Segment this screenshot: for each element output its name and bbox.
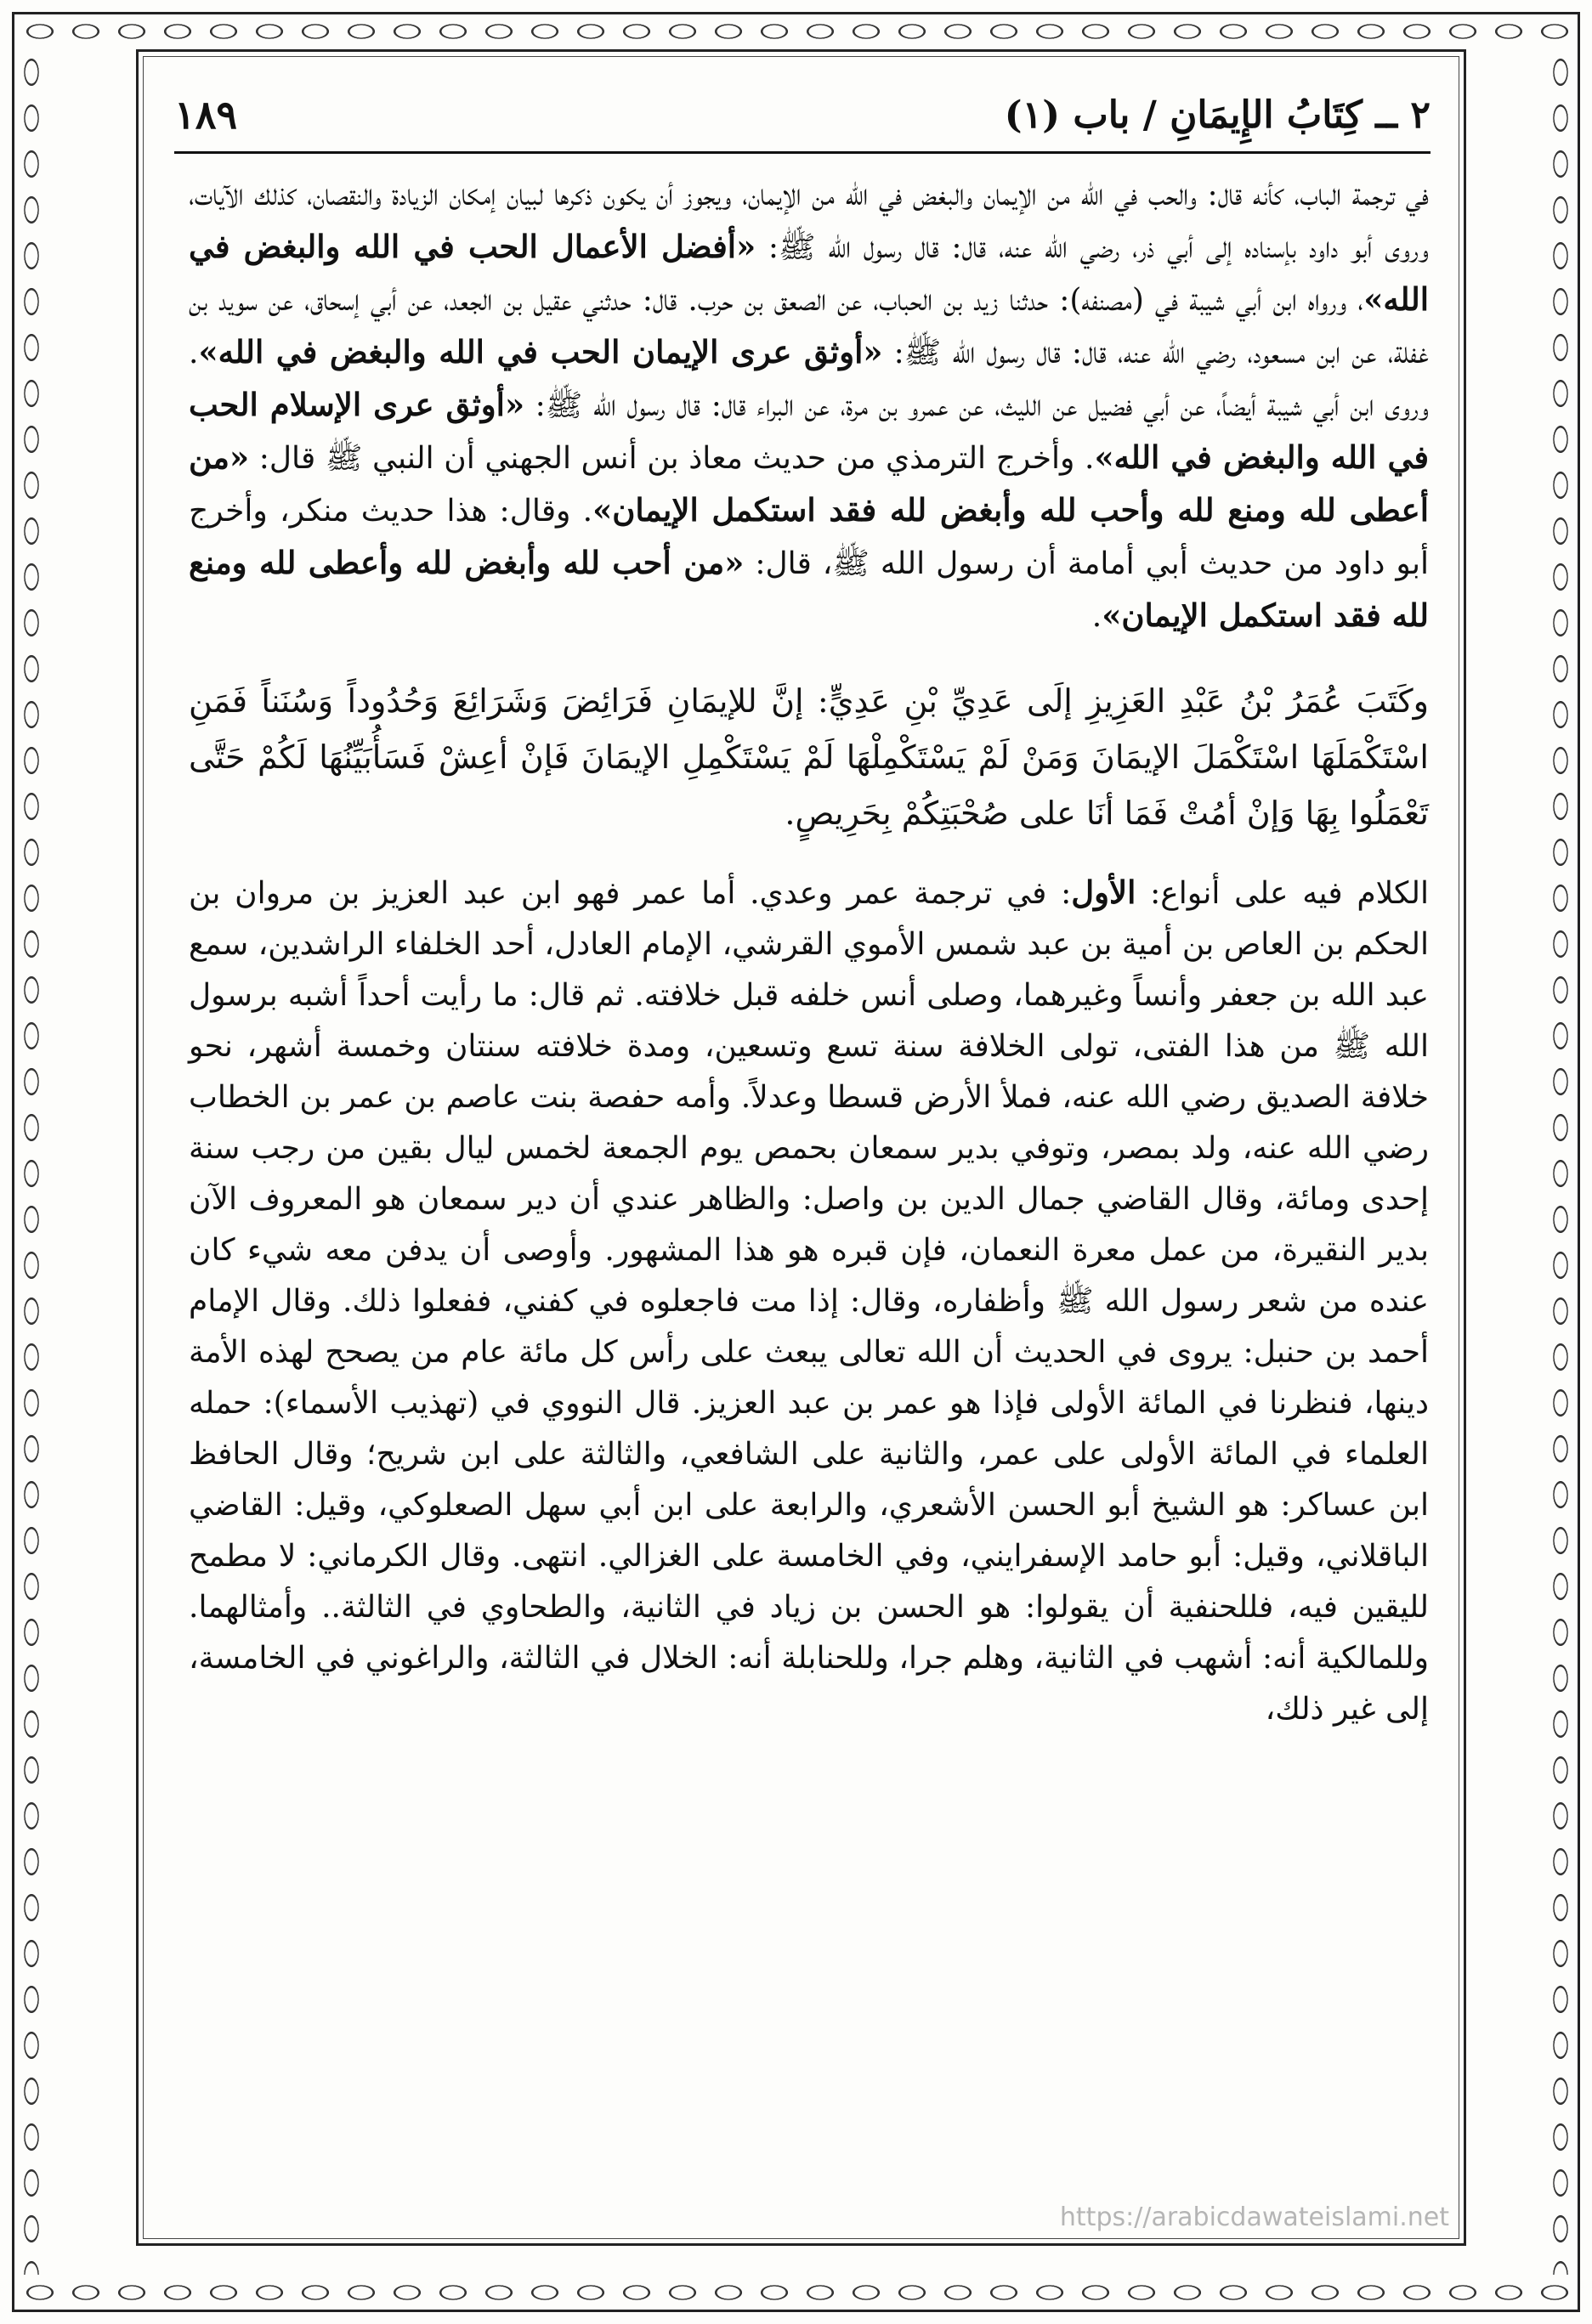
running-head: ٢ ــ كِتَابُ الإِيمَانِ / باب (١) <box>1004 93 1431 137</box>
paragraph-commentary-1 <box>189 170 1429 642</box>
top-ornament-border <box>17 17 1575 46</box>
text-run: : في ترجمة عمر وعدي. أما عمر فهو ابن عبد العزيز بن مروان بن الحكم بن العاص بن أمية بن عبد شمس الأموي القرشي، الإمام العادل، أحد الخلفاء الراشدين، سمع عبد الله بن جعفر وأنساً وغيرهما، وصلى أنس خلفه قبل خلافته. ثم قال: ما رأيت أحداً أشبه برسول الله ﷺ من هذا الفتى، تولى الخلافة سنة تسع وتسعين، ومدة خلافته سنتان وخمسة أشهر، نحو خلافة الصديق رضي الله عنه، فملأ الأرض قسطا وعدلاً. وأمه حفصة بنت عاصم بن عمر بن الخطاب رضي الله عنه، ولد بمصر، وتوفي بدير سمعان بحمص يوم الجمعة لخمس ليال بقين من رجب سنة إحدى ومائة، وقال القاضي جمال الدين بن واصل: والظاهر عندي أن دير سمعان هو المعروف الآن بدير النقيرة، من عمل معرة النعمان، فإن قبره هو هذا المشهور. وأوصى أن يدفن معه شيء كان عنده من شعر رسول الله ﷺ وأظفاره، وقال: إذا مت فاجعلوه في كفني، ففعلوا ذلك. وقال الإمام أحمد بن حنبل: يروى في الحديث أن الله تعالى يبعث على رأس كل مائة عام من يصحح لهذه الأمة دينها، فنظرنا في المائة الأولى فإذا هو عمر بن عبد العزيز. قال النووي في (تهذيب الأسماء): حمله العلماء في المائة الأولى على عمر، والثانية على الشافعي، والثالثة على ابن شريح؛ وقال الحافظ ابن عساكر: هو الشيخ أبو الحسن الأشعري، والرابعة على ابن أبي سهل الصعلوكي، وقيل: القاضي الباقلاني، وقيل: أبو حامد الإسفرايني، وفي الخامسة على الغزالي. انتهى. وقال الكرماني: لا مطمح لليقين فيه، فللحنفية أن يقولوا: هو الحسن بن زياد في الثانية، والطحاوي في الثالثة.. وأمثالهما. وللمالكية أنه: أشهب في الثانية، وهلم جرا، وللحنابلة أنه: الخلال في الثالثة، والراغوني في الخامسة، إلى غير ذلك، <box>189 876 1429 1727</box>
left-ornament-border <box>17 49 46 2275</box>
hadith-quote: الأول <box>1071 874 1136 911</box>
hadith-quote: «من أعطى لله ومنع لله وأحب لله وأبغض لله فقد استكمل الإيمان» <box>189 438 1430 529</box>
hadith-quote: «أوثق عرى الإيمان الحب في الله والبغض في الله» <box>198 333 883 370</box>
paragraph-commentary-2 <box>189 867 1429 1735</box>
page-body <box>189 170 1429 1735</box>
bottom-ornament-border <box>17 2278 1575 2307</box>
hadith-quote: «من أحب لله وأبغض لله وأعطى لله ومنع لله فقد استكمل الإيمان» <box>189 544 1429 634</box>
hadith-quote: «أوثق عرى الإسلام الحب في الله والبغض في الله» <box>189 386 1430 476</box>
text-run: . وروى ابن أبي شيبة أيضاً، عن أبي فضيل عن الليث، عن عمرو بن مرة، عن البراء قال: قال رسول الله ﷺ: <box>189 336 1429 423</box>
text-run: في ترجمة الباب، كأنه قال: والحب في الله من الإيمان والبغض في الله من الإيمان، ويجوز أن يكون ذكرها لبيان إمكان الزيادة والنقصان، كذلك الآيات، وروى أبو داود بإسناده إلى أبي ذر، رضي الله عنه، قال: قال رسول الله ﷺ: <box>189 178 1430 265</box>
page-header <box>174 85 1431 144</box>
text-run: ، ورواه ابن أبي شيبة في (مصنفه): حدثنا زيد بن الحباب، عن الصعق بن حرب. قال: حدثني عقيل بن الجعد، عن أبي إسحاق، عن سويد بن غفلة، عن ابن مسعود، رضي الله عنه، قال: قال رسول الله ﷺ: <box>189 283 1429 370</box>
paragraph-matn: وكَتَبَ عُمَرُ بْنُ عَبْدِ العَزِيزِ إلَى عَدِيِّ بْنِ عَدِيٍّ: إنَّ للإيمَانِ فَرَائِضَ وَشَرَائِعَ وَحُدُوداً وَسُنَناً فَمَنِ اسْتَكْمَلَهَا اسْتَكْمَلَ الإيمَانَ وَمَنْ لَمْ يَسْتَكْمِلْهَا لَمْ يَسْتَكْمِلِ الإيمَانَ فَإنْ أعِشْ فَسَأُبَيِّنُهَا لَكُمْ حَتَّى تَعْمَلُوا بِهَا وَإنْ أمُتْ فَمَا أنَا على صُحْبَتِكُمْ بِحَرِيصٍ. <box>189 682 1429 832</box>
header-rule <box>174 151 1431 154</box>
text-run: . <box>1091 599 1102 634</box>
watermark-url: https://arabicdawateislami.net <box>1059 2202 1449 2232</box>
text-run: . وقال: هذا حديث منكر، وأخرج أبو داود من حديث أبي أمامة أن رسول الله ﷺ، قال: <box>189 494 1429 581</box>
page-number: ١٨٩ <box>174 92 238 138</box>
text-run: الكلام فيه على أنواع: <box>1136 876 1429 911</box>
hadith-quote: «أفضل الأعمال الحب في الله والبغض في الله» <box>189 228 1429 318</box>
text-run: . وأخرج الترمذي من حديث معاذ بن أنس الجهني أن النبي ﷺ قال: <box>249 441 1095 476</box>
right-ornament-border <box>1546 49 1575 2275</box>
